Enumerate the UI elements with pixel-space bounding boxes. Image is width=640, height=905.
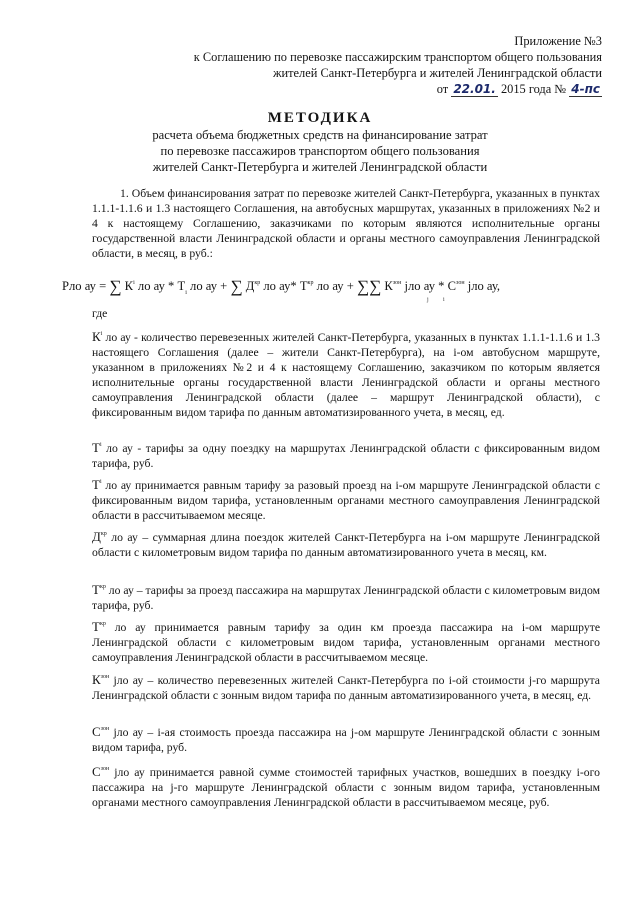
sum-sign-1: ∑ [109,277,122,296]
subtitle-line-2: по перевозке пассажиров транспортом общего пользования [160,144,480,158]
financing-formula: Рло ау = ∑ $К^i$ ло ау * $Т_i$ ло ау + ∑ $Д^{кр}$ ло ау* $Т^{кр}$ ло ау + ∑∑ $К^{зон}$ jло ау * $С^{зон}$ jло ау, [62,277,501,296]
def-superscript: зон [100,674,110,680]
def-superscript: i [99,442,102,448]
definition-k-lo [92,327,600,420]
formula-jlo-2: jло ау, [467,279,501,293]
handwritten-number: 4-пс [571,82,600,96]
def-superscript: зон [100,766,110,772]
def-text: jло ау принимается равной сумме стоимостей тарифных участков, вошедших в поездку i-ого пассажира на j-го маршруте Ленинградской области с зонным видом тарифа, установленным органами местного самоуправления Ленинградской области в рассчитываемом месяце, руб. [92,766,601,809]
formula-t2: Т [299,279,308,293]
definition-t-lo [92,438,600,471]
def-text: jло ау – количество перевезенных жителей Санкт-Петербурга по i-ой стоимости j-го маршрута Ленинградской области с зонным видом тарифа по данным автоматизированного учета, в месяц, ед. [92,674,600,702]
def-symbol: К [92,672,101,687]
formula-k2: К [384,279,393,293]
definition-c-zon [92,722,600,755]
where-label: где [92,307,108,320]
def-symbol: С [92,764,101,779]
def-text: ло ау принимается равным тарифу за разовый проезд на i-ом маршруте Ленинградской области с фиксированным видом тарифа, установленным органами местного самоуправления Ленинградской области в рассчитываемом месяце. [92,479,600,522]
def-superscript: кр [99,584,106,590]
formula-lo-au-4: ло ау + [316,279,354,293]
def-superscript: зон [100,726,110,732]
def-text: ло ау принимается равным тарифу за один км проезда пассажира на i-ом маршруте Ленинградской области с километровым видом тарифа, установленным органами местного самоуправления Ленинградской области в рассчитываемом месяце. [92,621,601,664]
definition-k-zon [92,670,600,703]
definition-t-kp [92,580,600,613]
def-symbol: К [92,329,101,344]
intro-paragraph: 1. Объем финансирования затрат по перевозке жителей Санкт-Петербурга, указанных в пунктах 1.1.1-1.1.6 и 1.3 настоящего Соглашения, на автобусных маршрутах, указанных в приложениях №2 и 4 к настоящему Соглашению, заказчиками по которым являются исполнительные органы государственной власти Ленинградской области и органы местного самоуправления Ленинградской области, в месяц, в руб.: [92,187,600,260]
formula-t-index: i [185,290,187,296]
def-symbol: С [92,724,101,739]
subtitle-line-1: расчета объема бюджетных средств на финансирование затрат [152,128,488,142]
agreement-ref-line1: к Соглашению по перевозке пассажирским транспортом общего пользования [193,50,602,64]
formula-jlo-1: jло ау * [404,279,445,293]
def-symbol: Т [92,440,100,455]
definition-t-lo-rule [92,475,600,523]
def-superscript: i [99,479,102,485]
formula-t: Т [177,279,186,293]
sum-index-j: j [427,297,429,303]
def-symbol: Т [92,619,100,634]
def-symbol: Т [92,477,100,492]
def-text: ло ау - количество перевезенных жителей Санкт-Петербурга, указанных в пунктах 1.1.1-1.1.6 и 1.3 настоящего Соглашения (далее – жители Санкт-Петербурга), на i-ом автобусном маршруте, указанном в приложениях №2 и 4 к настоящему Соглашению, заказчиком по которым является исполнительные органы государственной власти Ленинградской области и органы местного самоуправления Ленинградской области (далее – маршрут Ленинградской области), с фиксированным видом тарифа по данным автоматизированного учета, в месяц, ед. [92,331,601,419]
def-symbol: Д [92,529,101,544]
appendix-label: Приложение №3 [514,34,602,48]
def-text: ло ау - тарифы за одну поездку на маршрутах Ленинградской области с фиксированным видом тарифа, руб. [92,442,601,470]
date-prefix: от [436,82,449,96]
formula-t2-kp: кр [307,280,314,286]
formula-lo-au-2: ло ау [190,279,218,293]
agreement-ref-line2: жителей Санкт-Петербурга и жителей Ленинградской области [272,66,602,80]
date-suffix: 2015 года № [500,82,567,96]
definition-d-kp [92,527,600,560]
def-superscript: кр [100,531,107,537]
formula-c: С [447,279,456,293]
def-symbol: Т [92,582,100,597]
definition-t-kp-rule [92,617,600,665]
sum-sign-2: ∑ [230,277,243,296]
def-superscript: кр [99,621,106,627]
formula-lo-au-1: ло ау * [137,279,175,293]
def-text: ло ау – тарифы за проезд пассажира на маршрутах Ленинградской области с километровым видом тарифа, руб. [92,584,600,612]
def-text: jло ау – i-ая стоимость проезда пассажира на j-ом маршруте Ленинградской области с зонным видом тарифа, руб. [92,726,600,754]
formula-lo-au-3: ло ау* [263,279,297,293]
formula-k2-zon: зон [392,280,402,286]
subtitle-line-3: жителей Санкт-Петербурга и жителей Ленинградской области [152,160,488,174]
formula-d-kp: кр [254,280,261,286]
agreement-date-line [437,82,602,97]
formula-k-index: i [133,280,135,286]
sum-sign-3: ∑∑ [357,277,382,296]
document-title: МЕТОДИКА [267,110,373,126]
formula-lhs: Рло ау = [62,279,107,293]
def-text: ло ау – суммарная длина поездок жителей Санкт-Петербурга на i-ом маршруте Ленинградской области с километровым видом тарифа по данным автоматизированного учета в месяц, км. [92,531,600,559]
formula-k: К [124,279,134,293]
formula-d: Д [245,279,255,293]
def-superscript: i [100,331,103,337]
formula-c-zon: зон [456,280,465,286]
definition-c-zon-rule [92,762,600,810]
sum-index-i: i [443,297,445,303]
handwritten-date: 22.01. [453,82,496,96]
